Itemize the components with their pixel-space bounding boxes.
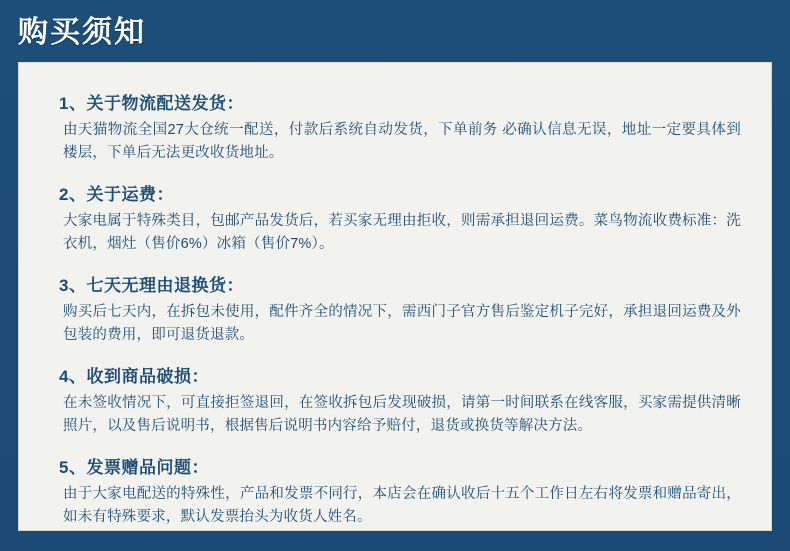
page-title: 购买须知 [18,16,146,49]
notice-section-1-body: 由天猫物流全国27大仓统一配送，付款后系统自动发货，下单前务 必确认信息无误，地址一定要具体到楼层，下单后无法更改收货地址。 [63,122,741,162]
notice-section-1-heading: 1、关于物流配送发货： [59,94,244,113]
notice-section-4 [45,362,745,439]
notice-section-1 [45,89,745,166]
notice-section-5-body: 由于大家电配送的特殊性，产品和发票不同行，本店会在确认收后十五个工作日左右将发票和赠品寄出，如未有特殊要求，默认发票抬头为收货人姓名。 [63,485,741,526]
notice-section-4-body: 在未签收情况下，可直接拒签退回，在签收拆包后发现破损，请第一时间联系在线客服，买家需提供清晰照片，以及售后说明书，根据售后说明书内容给予赔付，退货或换货等解决方法。 [63,394,741,435]
notice-panel [18,62,772,531]
page-title-bar [18,10,758,56]
notice-section-2-heading: 2、关于运费： [59,184,174,204]
notice-section-5-heading: 5、发票赠品问题： [59,457,209,477]
notice-section-5 [45,453,745,530]
notice-section-2-body: 大家电属于特殊类目，包邮产品发货后，若买家无理由拒收，则需承担退回运费。菜鸟物流收费标准：洗衣机，烟灶（售价6%）冰箱（售价7%）。 [63,212,741,253]
notice-section-3-body: 购买后七天内，在拆包未使用，配件齐全的情况下，需西门子官方售后鉴定机子完好，承担退回运费及外包装的费用，即可退货退款。 [63,303,741,344]
notice-section-3 [45,271,745,348]
notice-section-3-heading: 3、七天无理由退换货： [59,275,244,295]
notice-section-2 [45,180,745,257]
notice-section-4-heading: 4、收到商品破损： [59,366,209,386]
